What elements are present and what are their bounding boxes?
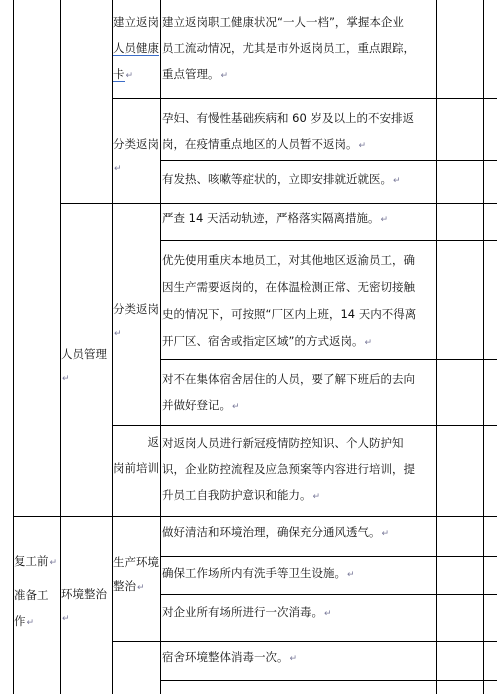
row-training: 对返岗人员进行新冠疫情防控知识、个人防护知 识，企业防控流程及应急预案等内容进行培训，提 升员工自我防护意识和能力。↵ bbox=[162, 436, 415, 502]
row-fever-symptoms: 有发热、咳嗽等症状的，立即安排就近就医。↵ bbox=[162, 172, 401, 186]
row-disinfect-dorm: 宿舍环境整体消毒一次。↵ bbox=[162, 650, 298, 664]
sub-label-training: 返 岗前培训 bbox=[113, 435, 159, 475]
section-label-staff: 人员管理↵ bbox=[61, 347, 107, 384]
row-cleaning-ventilation: 做好清洁和环境治理，确保充分通风透气。↵ bbox=[162, 525, 390, 539]
section-label-env: 环境整治↵ bbox=[61, 587, 107, 624]
sub-label-production: 生产环境 整治↵ bbox=[113, 555, 159, 593]
section-label-prep: 复工前↵ 准备工 作↵ bbox=[14, 554, 58, 628]
row-handwashing: 确保工作场所内有洗手等卫生设施。↵ bbox=[162, 566, 355, 580]
row-local-staff-priority: 优先使用重庆本地员工，对其他地区返渝员工，确 因生产需要返岗的，在体温检测正常、无密切接触 史的情况下，可按照“厂区内上班，14 天内不得离 开厂区、宿舍或指定区域”的方式返岗。↵ bbox=[162, 253, 417, 348]
row-disinfect-sites: 对企业所有场所进行一次消毒。↵ bbox=[162, 605, 332, 619]
row-no-return-vulnerable: 孕妇、有慢性基础疾病和 60 岁及以上的不安排返 岗，在疫情重点地区的人员暂不返岗。↵ bbox=[162, 111, 414, 151]
sub-label-health-card: 建立返岗 人员健康 卡↵ bbox=[113, 15, 159, 81]
row-14-day-trace: 严查 14 天活动轨迹，严格落实隔离措施。↵ bbox=[162, 211, 388, 225]
row-off-dorm-registration: 对不在集体宿舍居住的人员，要了解下班后的去向 并做好登记。↵ bbox=[162, 372, 415, 412]
row-health-archive: 建立返岗职工健康状况“一人一档”，掌握本企业 员工流动情况，尤其是市外返岗员工，重点跟踪， 重点管理。↵ bbox=[162, 15, 415, 81]
sub-label-sort-2: 分类返岗↵ bbox=[113, 302, 159, 339]
sub-label-sort-1: 分类返岗↵ bbox=[113, 137, 159, 174]
